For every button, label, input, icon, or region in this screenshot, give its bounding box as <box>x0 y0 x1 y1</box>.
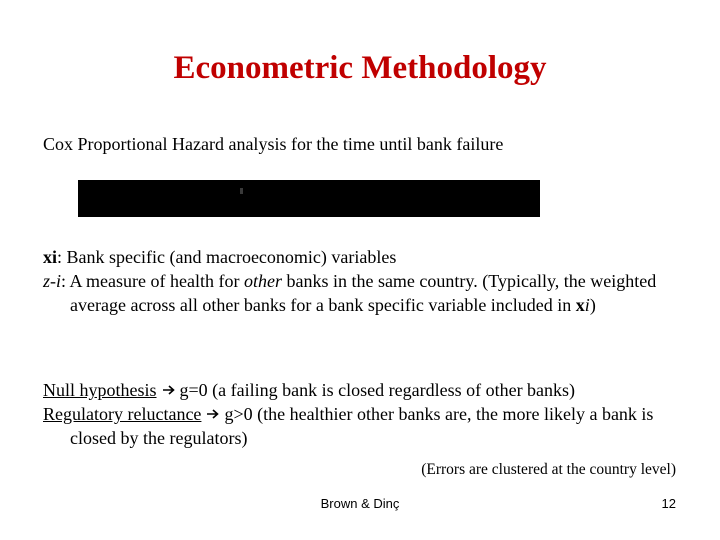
footer-author: Brown & Dinç <box>320 496 400 511</box>
clustering-note: (Errors are clustered at the country level) <box>421 461 676 478</box>
x-symbol: x <box>575 295 585 315</box>
xi-symbol: xi <box>43 247 58 267</box>
variable-definitions <box>43 245 683 317</box>
regulatory-reluctance-label: Regulatory reluctance <box>43 404 202 424</box>
regulatory-reluctance: Regulatory reluctance g>0 (the healthier other banks are, the more likely a bank is closed by the regulators) <box>43 404 654 448</box>
intro-text: Cox Proportional Hazard analysis for the time until bank failure <box>43 134 504 154</box>
slide-title: Econometric Methodology <box>173 50 547 86</box>
null-hypothesis-label: Null hypothesis <box>43 380 157 400</box>
xi-definition <box>43 245 683 269</box>
equation-image <box>78 180 540 217</box>
equation-artifact <box>240 188 243 194</box>
hypotheses <box>43 378 703 450</box>
zi-definition: z-i: A measure of health for other banks in the same country. (Typically, the weighted average across all other banks for a bank specific variable included in xi) <box>43 271 657 315</box>
page-number: 12 <box>661 496 676 511</box>
xi-description: : Bank specific (and macroeconomic) variables <box>57 247 397 267</box>
other-emphasis: other <box>243 271 282 291</box>
zi-symbol: z-i <box>43 271 61 291</box>
right-arrow-icon <box>206 407 220 421</box>
i-subscript: i <box>584 295 590 315</box>
null-hypothesis: Null hypothesis g=0 (a failing bank is closed regardless of other banks) <box>43 380 576 400</box>
right-arrow-icon <box>162 383 176 397</box>
